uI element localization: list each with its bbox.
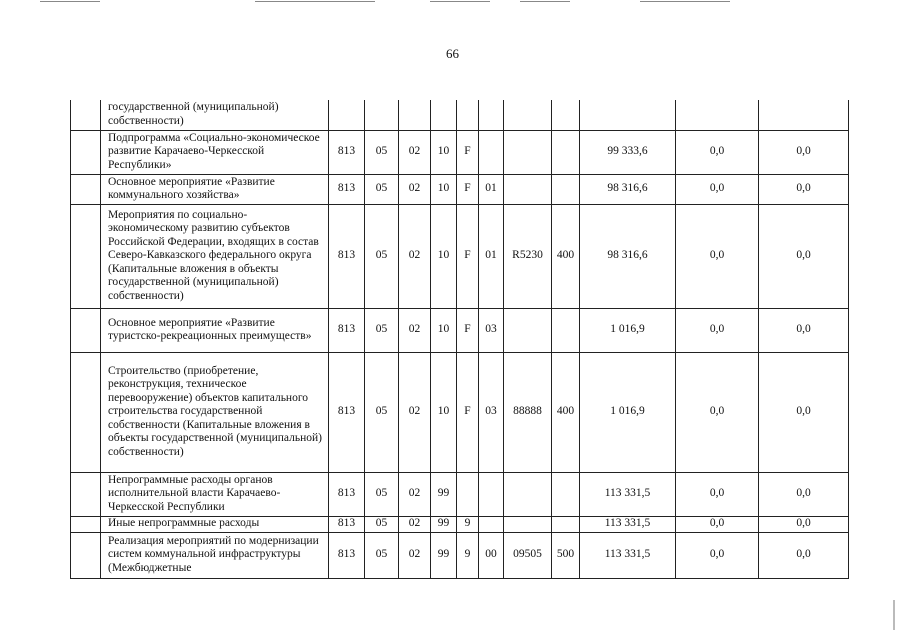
code-cell-c4: 10 <box>431 308 457 352</box>
code-cell-c6: 03 <box>479 352 504 472</box>
code-cell-c3: 02 <box>399 308 431 352</box>
code-cell-c2 <box>365 100 399 130</box>
amount-cell-v2: 0,0 <box>676 174 759 204</box>
table-row <box>71 204 849 308</box>
code-cell-c8: 400 <box>552 204 580 308</box>
code-cell-c7 <box>504 130 552 174</box>
row-number-cell <box>71 174 101 204</box>
scan-artifact-line <box>640 1 730 2</box>
amount-cell-v2: 0,0 <box>676 130 759 174</box>
code-cell-c1: 813 <box>329 516 365 532</box>
code-cell-c5: F <box>457 204 479 308</box>
amount-cell-v1: 113 331,5 <box>580 472 676 516</box>
code-cell-c4 <box>431 100 457 130</box>
code-cell-c8: 500 <box>552 532 580 578</box>
code-cell-c8 <box>552 100 580 130</box>
code-cell-c7: 88888 <box>504 352 552 472</box>
expense-name-cell: Иные непрограммные расходы <box>101 516 329 532</box>
code-cell-c6 <box>479 100 504 130</box>
amount-cell-v1 <box>580 100 676 130</box>
row-number-cell <box>71 204 101 308</box>
amount-cell-v1: 113 331,5 <box>580 516 676 532</box>
amount-cell-v1: 98 316,6 <box>580 204 676 308</box>
expense-name-cell: Подпрограмма «Социально-экономическое развитие Карачаево-Черкесской Республики» <box>101 130 329 174</box>
amount-cell-v3: 0,0 <box>759 472 849 516</box>
amount-cell-v2: 0,0 <box>676 472 759 516</box>
code-cell-c5: 9 <box>457 532 479 578</box>
expense-name-cell: государственной (муниципальной) собственности) <box>101 100 329 130</box>
expense-name-cell: Непрограммные расходы органов исполнительной власти Карачаево-Черкесской Республики <box>101 472 329 516</box>
code-cell-c5: 9 <box>457 516 479 532</box>
code-cell-c2: 05 <box>365 204 399 308</box>
code-cell-c3: 02 <box>399 204 431 308</box>
code-cell-c7 <box>504 472 552 516</box>
amount-cell-v3 <box>759 100 849 130</box>
amount-cell-v2: 0,0 <box>676 532 759 578</box>
code-cell-c1: 813 <box>329 174 365 204</box>
amount-cell-v1: 113 331,5 <box>580 532 676 578</box>
amount-cell-v1: 99 333,6 <box>580 130 676 174</box>
code-cell-c2: 05 <box>365 308 399 352</box>
amount-cell-v2: 0,0 <box>676 204 759 308</box>
code-cell-c2: 05 <box>365 352 399 472</box>
code-cell-c2: 05 <box>365 472 399 516</box>
amount-cell-v2: 0,0 <box>676 308 759 352</box>
table-row <box>71 308 849 352</box>
code-cell-c2: 05 <box>365 532 399 578</box>
scan-artifact-line <box>255 1 375 2</box>
code-cell-c8 <box>552 308 580 352</box>
code-cell-c3: 02 <box>399 516 431 532</box>
code-cell-c6: 00 <box>479 532 504 578</box>
row-number-cell <box>71 352 101 472</box>
scan-artifact-mark <box>893 600 895 630</box>
code-cell-c3: 02 <box>399 532 431 578</box>
code-cell-c8: 400 <box>552 352 580 472</box>
code-cell-c2: 05 <box>365 130 399 174</box>
table-row <box>71 352 849 472</box>
scan-artifact-line <box>40 1 100 2</box>
code-cell-c5 <box>457 472 479 516</box>
code-cell-c1: 813 <box>329 130 365 174</box>
code-cell-c1: 813 <box>329 532 365 578</box>
code-cell-c4: 99 <box>431 516 457 532</box>
scan-artifact-line <box>520 1 570 2</box>
code-cell-c6: 01 <box>479 174 504 204</box>
code-cell-c7: 09505 <box>504 532 552 578</box>
code-cell-c7: R5230 <box>504 204 552 308</box>
code-cell-c1: 813 <box>329 204 365 308</box>
code-cell-c1 <box>329 100 365 130</box>
row-number-cell <box>71 130 101 174</box>
code-cell-c3: 02 <box>399 130 431 174</box>
amount-cell-v1: 1 016,9 <box>580 352 676 472</box>
code-cell-c6: 03 <box>479 308 504 352</box>
code-cell-c1: 813 <box>329 472 365 516</box>
code-cell-c2: 05 <box>365 516 399 532</box>
expense-name-cell: Реализация мероприятий по модернизации систем коммунальной инфраструктуры (Межбюджетные <box>101 532 329 578</box>
amount-cell-v3: 0,0 <box>759 130 849 174</box>
code-cell-c6 <box>479 472 504 516</box>
row-number-cell <box>71 516 101 532</box>
amount-cell-v3: 0,0 <box>759 308 849 352</box>
code-cell-c8 <box>552 174 580 204</box>
code-cell-c4: 10 <box>431 352 457 472</box>
amount-cell-v3: 0,0 <box>759 516 849 532</box>
code-cell-c5 <box>457 100 479 130</box>
code-cell-c8 <box>552 130 580 174</box>
table-row <box>71 472 849 516</box>
table-row <box>71 174 849 204</box>
row-number-cell <box>71 472 101 516</box>
code-cell-c8 <box>552 472 580 516</box>
code-cell-c5: F <box>457 308 479 352</box>
code-cell-c8 <box>552 516 580 532</box>
code-cell-c6 <box>479 130 504 174</box>
code-cell-c3: 02 <box>399 352 431 472</box>
table-row <box>71 130 849 174</box>
amount-cell-v3: 0,0 <box>759 174 849 204</box>
budget-table <box>70 100 849 579</box>
amount-cell-v2: 0,0 <box>676 352 759 472</box>
code-cell-c7 <box>504 516 552 532</box>
amount-cell-v1: 1 016,9 <box>580 308 676 352</box>
expense-name-cell: Мероприятия по социально-экономическому развитию субъектов Российской Федерации, входящих в состав Северо-Кавказского федерального округа (Капитальные вложения в объекты государственной (муниципальной) собственности) <box>101 204 329 308</box>
code-cell-c7 <box>504 174 552 204</box>
code-cell-c7 <box>504 100 552 130</box>
row-number-cell <box>71 532 101 578</box>
row-number-cell <box>71 100 101 130</box>
code-cell-c4: 10 <box>431 204 457 308</box>
code-cell-c6: 01 <box>479 204 504 308</box>
expense-name-cell: Основное мероприятие «Развитие туристско-рекреационных преимуществ» <box>101 308 329 352</box>
amount-cell-v3: 0,0 <box>759 204 849 308</box>
scan-artifact-line <box>430 1 490 2</box>
code-cell-c1: 813 <box>329 352 365 472</box>
code-cell-c6 <box>479 516 504 532</box>
code-cell-c4: 10 <box>431 130 457 174</box>
code-cell-c1: 813 <box>329 308 365 352</box>
code-cell-c5: F <box>457 352 479 472</box>
table-row <box>71 532 849 578</box>
table-row <box>71 100 849 130</box>
code-cell-c3: 02 <box>399 472 431 516</box>
code-cell-c7 <box>504 308 552 352</box>
amount-cell-v3: 0,0 <box>759 352 849 472</box>
code-cell-c5: F <box>457 130 479 174</box>
expense-name-cell: Строительство (приобретение, реконструкция, техническое перевооружение) объектов капитального строительства государственной собственности (Капитальные вложения в объекты государственной (муниципальной) собственности) <box>101 352 329 472</box>
code-cell-c4: 99 <box>431 532 457 578</box>
code-cell-c4: 10 <box>431 174 457 204</box>
code-cell-c2: 05 <box>365 174 399 204</box>
amount-cell-v2 <box>676 100 759 130</box>
code-cell-c5: F <box>457 174 479 204</box>
amount-cell-v3: 0,0 <box>759 532 849 578</box>
amount-cell-v1: 98 316,6 <box>580 174 676 204</box>
code-cell-c3 <box>399 100 431 130</box>
row-number-cell <box>71 308 101 352</box>
table-row <box>71 516 849 532</box>
page-number: 66 <box>446 46 459 61</box>
code-cell-c3: 02 <box>399 174 431 204</box>
amount-cell-v2: 0,0 <box>676 516 759 532</box>
code-cell-c4: 99 <box>431 472 457 516</box>
expense-name-cell: Основное мероприятие «Развитие коммунального хозяйства» <box>101 174 329 204</box>
